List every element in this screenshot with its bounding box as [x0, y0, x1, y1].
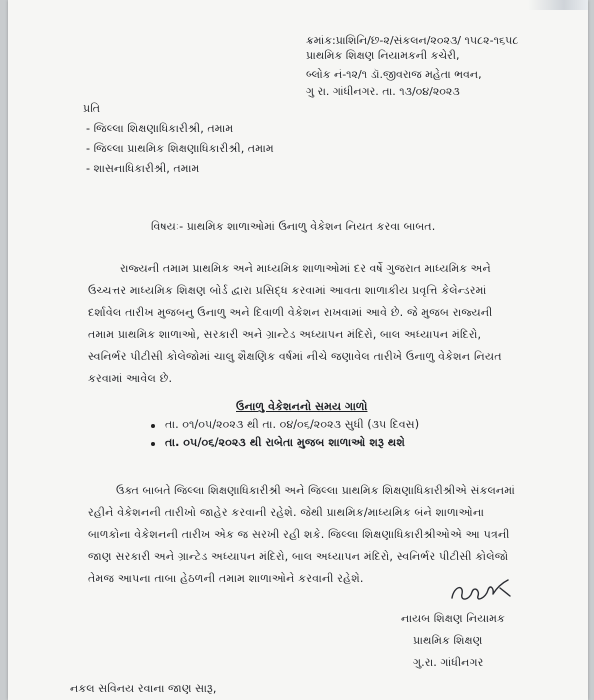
place-date: ગુ રા. ગાંધીનગર. તા. ૧૩/૦૪/૨૦૨૩ — [306, 85, 460, 98]
recipient-1: - જિલ્લા શિક્ષણાધિકારીશ્રી, તમામ — [86, 122, 234, 135]
copy-to-line: નકલ સવિનય રવાના જાણ સારૂ, — [70, 682, 217, 695]
vacation-item-2: તા. ૦૫/૦૬/૨૦૨૩ થી રાબેતા મુજબ શાળાઓ શરૂ થશે — [165, 436, 406, 449]
para1-line: સ્વનિર્ભર પીટીસી કોલેજોમાં ચાલુ શૈક્ષણિક વર્ષમાં નીચે જણાવેલ તારીખે ઉનાળુ વેકેશન નિયત — [88, 350, 502, 363]
office-name: પ્રાથમિક શિક્ષણ નિયામકની કચેરી, — [306, 49, 460, 62]
handwritten-signature — [446, 576, 516, 606]
vacation-heading: ઉનાળુ વેકેશનનો સમય ગાળો — [236, 400, 368, 413]
letter-sheet — [8, 0, 588, 700]
office-address: બ્લોક નં-૧૨/૧ ડૉ.જીવરાજ મહેતા ભવન, — [306, 68, 482, 81]
para1-line: રાજ્યની તમામ પ્રાથમિક અને માધ્યમિક શાળાઓમાં દર વર્ષે ગુજરાત માધ્યમિક અને — [120, 262, 491, 275]
subject-line: વિષયઃ- પ્રાથમિક શાળાઓમાં ઉનાળુ વેકેશન નિયત કરવા બાબત. — [151, 220, 436, 233]
para1-line: દર્શાવેલ તારીખ મુજબનુ ઉનાળુ અને દિવાળી વેકેશન રાખવામાં આવે છે. જે મુજબ રાજ્યની — [88, 306, 493, 319]
para1-line: કરવામાં આવેલ છે. — [88, 372, 173, 385]
reference-number: ક્રમાંક:પ્રાશિનિ/છ-૨/સંકલન/૨૦૨૩/ ૧૫૮૨-૧૬૫૮ — [306, 34, 519, 47]
para2-line: ઉક્ત બાબતે જિલ્લા શિક્ષણાધિકારીશ્રી અને જિલ્લા પ્રાથમિક શિક્ષણાધિકારીશ્રીએ સંકલનમાં — [116, 484, 515, 497]
vacation-item-1: તા. ૦૧/૦૫/૨૦૨૩ થી તા. ૦૪/૦૬/૨૦૨૩ સુધી (૩૫ દિવસ) — [165, 418, 420, 431]
para2-line: બાળકોના વેકેશનની તારીખ એક જ સરખી રહી શકે. જિલ્લા શિક્ષણાધિકારીશ્રીઓએ આ પત્રની — [88, 528, 510, 541]
scan-glare — [528, 0, 588, 10]
para1-line: ઉચ્ચત્તર માધ્યમિક શિક્ષણ બોર્ડ દ્વારા પ્રસિદ્ધ કરવામાં આવતા શાળાકીય પ્રવૃત્તિ કેલેન્ડરમાં — [88, 284, 487, 297]
signatory-department: પ્રાથમિક શિક્ષણ — [413, 634, 483, 647]
para2-line: જાણ સરકારી અને ગ્રાન્ટેડ અધ્યાપન મંદિરો, બાલ અધ્યાપન મંદિરો, સ્વનિર્ભર પીટીસી કોલેજો — [88, 550, 509, 563]
recipient-2: - જિલ્લા પ્રાથમિક શિક્ષણાધિકારીશ્રી, તમામ — [86, 142, 274, 155]
para1-line: તમામ પ્રાથમિક શાળાઓ, સરકારી અને ગ્રાન્ટેડ અધ્યાપન મંદિરો, બાલ અધ્યાપન મંદિરો, — [88, 328, 482, 341]
to-label: પ્રતિ — [83, 102, 101, 115]
bullet-icon — [151, 424, 155, 428]
para2-line: રહીને વેકેશનની તારીખો જાહેર કરવાની રહેશે. જેથી પ્રાથમિક/માધ્યમિક બંને શાળાઓના — [88, 506, 485, 519]
para2-line: તેમજ આપના તાબા હેઠળની તમામ શાળાઓને કરવાની રહેશે. — [88, 572, 364, 585]
bullet-icon — [151, 442, 155, 446]
signatory-designation: નાયબ શિક્ષણ નિયામક — [401, 612, 505, 625]
signatory-place: ગુ.રા. ગાંધીનગર — [413, 656, 484, 669]
recipient-3: - શાસનાધિકારીશ્રી, તમામ — [86, 162, 200, 175]
